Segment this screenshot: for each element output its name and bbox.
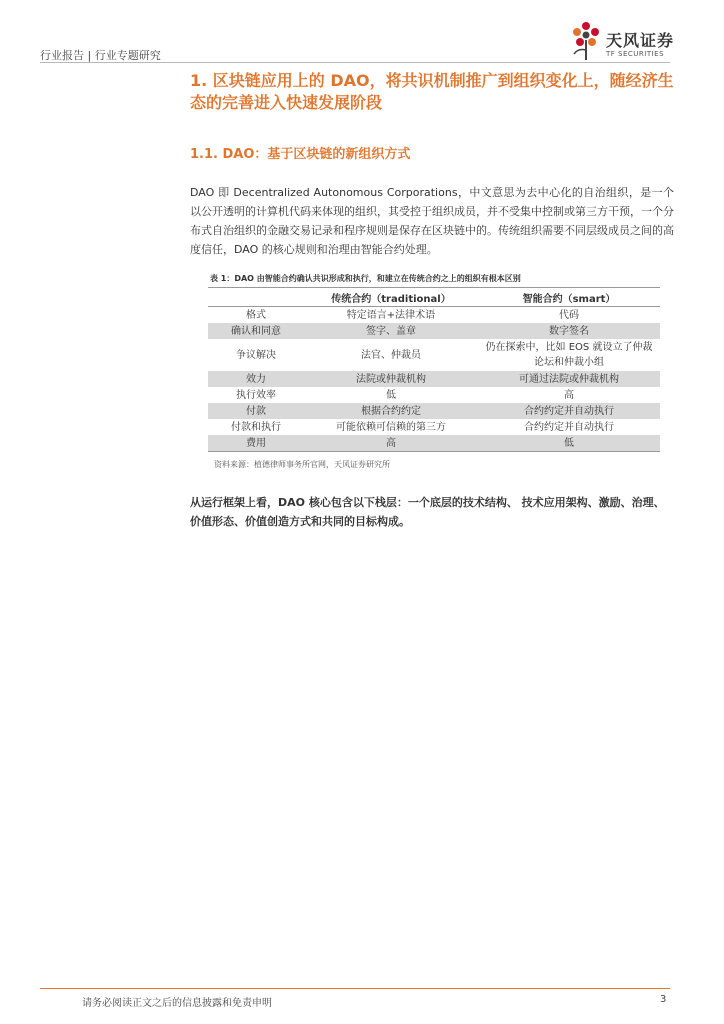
table-cell: 可能依赖可信赖的第三方 [336,421,446,433]
table-cell: 付款 [208,403,304,419]
table-row [208,403,660,419]
footer-disclaimer: 请务必阅读正文之后的信息披露和免责申明 [82,998,272,1009]
tf-securities-logo [566,18,686,66]
table-caption: 表 1：DAO 由智能合约确认共识形成和执行，和建立在传统合约之上的组织有根本区别 [210,274,521,283]
logo-text-cn: 天风证券 [606,31,675,50]
table-cell: 费用 [208,435,304,452]
intro-paragraph: DAO 即 Decentralized Autonomous Corporations，中文意思为去中心化的自治组织，是一个以公开透明的计算机代码来体现的组织，其受控于组织成员，并不受集中控制或第三方干预，一个分布式自治组织的金融交易记录和程序规则是保存在区块链中的。传统组织需要不同层级成员之间的高度信任，DAO 的核心规则和治理由智能合约处理。 [190,186,674,256]
table-row [208,419,660,435]
page-number: 3 [660,994,667,1005]
table-row [208,339,660,371]
table-cell: 合约约定并自动执行 [478,403,660,419]
table-cell: 争议解决 [236,349,276,361]
table-header-cell [208,288,304,307]
table-cell: 特定语言+法律术语 [346,309,436,321]
logo-text-en: TF SECURITIES [606,50,665,58]
table-cell: 低 [478,435,660,452]
footer-divider [40,988,670,989]
table-cell: 数字签名 [478,323,660,339]
table-cell: 高 [564,389,574,401]
table-cell: 低 [386,389,396,401]
table-row [208,387,660,403]
table-row [208,371,660,387]
table-cell: 效力 [208,371,304,387]
table-cell: 法院或仲裁机构 [304,371,478,387]
table-row [208,435,660,452]
flower-logo-icon [566,18,606,62]
table-header-cell: 传统合约（traditional） [304,288,478,307]
table-header-cell: 智能合约（smart） [478,288,660,307]
table-cell: 合约约定并自动执行 [524,421,614,433]
table-cell: 法官、仲裁员 [361,349,421,361]
table-header-row [208,288,660,307]
table-cell: 根据合约约定 [304,403,478,419]
table-cell: 签字、盖章 [304,323,478,339]
subsection-heading: 1.1. DAO：基于区块链的新组织方式 [190,147,411,162]
table-cell: 仍在探索中，比如 EOS 就设立了仲裁论坛和仲裁小组 [485,342,653,368]
table-cell: 高 [304,435,478,452]
table-cell: 确认和同意 [208,323,304,339]
table-cell: 代码 [559,309,579,321]
table-cell: 格式 [246,309,266,321]
section-heading: 1. 区块链应用上的 DAO，将共识机制推广到组织变化上，随经济生态的完善进入快速发展阶段 [190,71,674,112]
summary-paragraph: 从运行框架上看，DAO 核心包含以下栈层：一个底层的技术结构、 技术应用架构、激励、治理、价值形态、价值创造方式和共同的目标构成。 [190,496,665,528]
table-cell: 执行效率 [236,389,276,401]
table-source: 资料来源：植德律师事务所官网，天风证券研究所 [214,460,390,469]
table-cell: 可通过法院或仲裁机构 [478,371,660,387]
table-row [208,323,660,339]
table-row [208,307,660,324]
report-category: 行业报告 | 行业专题研究 [40,49,161,62]
contract-comparison-table [208,287,660,452]
table-cell: 付款和执行 [231,421,281,433]
